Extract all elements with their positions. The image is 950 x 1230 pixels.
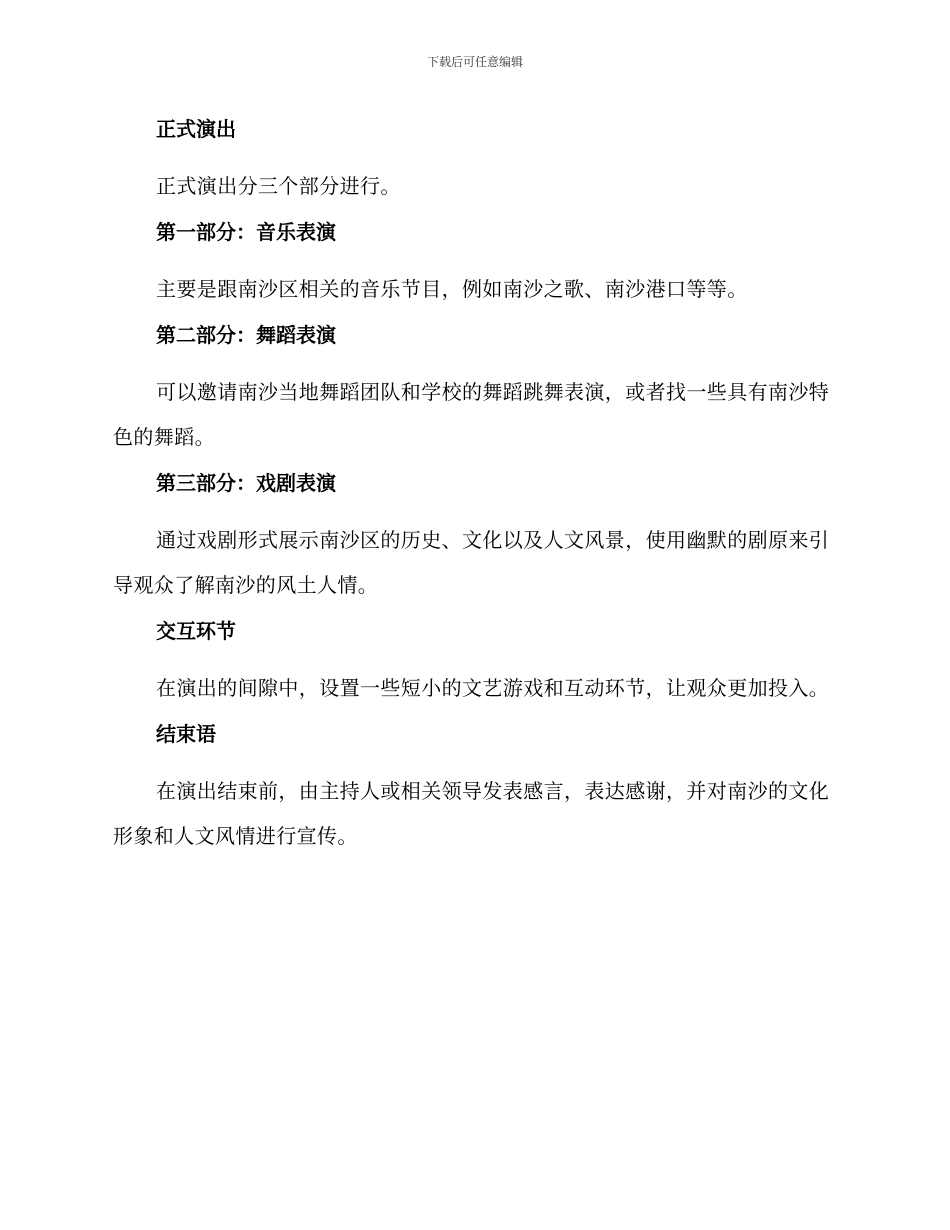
document-body (113, 113, 833, 872)
paragraph-drama: 通过戏剧形式展示南沙区的历史、文化以及人文风景，使用幽默的剧原来引导观众了解南沙的风土人情。 (113, 528, 830, 597)
section-heading-dance: 第二部分：舞蹈表演 (156, 323, 336, 347)
section-heading-drama: 第三部分：戏剧表演 (156, 471, 336, 495)
paragraph-closing: 在演出结束前，由主持人或相关领导发表感言，表达感谢，并对南沙的文化形象和人文风情进行宣传。 (113, 779, 830, 848)
section-heading-formal-performance: 正式演出 (156, 117, 236, 141)
section-heading-closing: 结束语 (156, 722, 216, 746)
paragraph-music: 主要是跟南沙区相关的音乐节目，例如南沙之歌、南沙港口等等。 (156, 277, 748, 301)
paragraph-dance: 可以邀请南沙当地舞蹈团队和学校的舞蹈跳舞表演，或者找一些具有南沙特色的舞蹈。 (113, 380, 830, 449)
paragraph-formal-performance: 正式演出分三个部分进行。 (156, 174, 401, 198)
page-header: 下载后可任意编辑 (426, 55, 523, 69)
paragraph-interaction: 在演出的间隙中，设置一些短小的文艺游戏和互动环节，让观众更加投入。 (156, 676, 830, 700)
section-heading-music: 第一部分：音乐表演 (156, 220, 336, 244)
section-heading-interaction: 交互环节 (156, 619, 236, 643)
